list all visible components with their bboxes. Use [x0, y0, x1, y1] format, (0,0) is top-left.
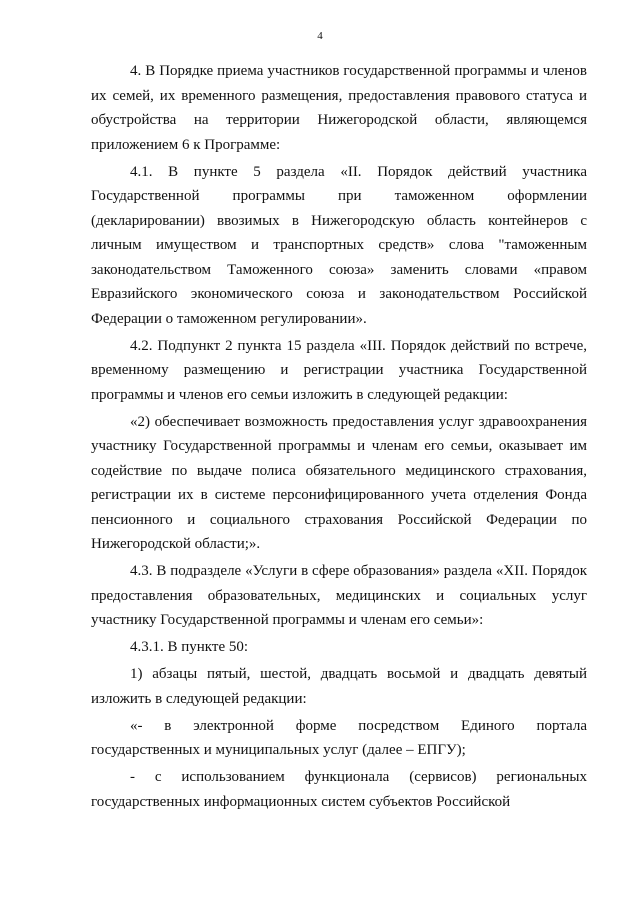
paragraph-4-1: 4.1. В пункте 5 раздела «II. Порядок действий участника Государственной программы при таможенном оформлении (декларировании) ввозимых в Нижегородскую область контейнеров с личным имуществом и транспортных средств» слова "таможенным законодательством Таможенного союза» заменить словами «правом Евразийского экономического союза и законодательством Российской Федерации о таможенном регулировании». [91, 163, 587, 327]
paragraph-4-2: 4.2. Подпункт 2 пункта 15 раздела «III. Порядок действий по встрече, временному размещению и регистрации участника Государственной программы и членов его семьи изложить в следующей редакции: [91, 337, 587, 403]
paragraph-4: 4. В Порядке приема участников государственной программы и членов их семей, их временного размещения, предоставления правового статуса и обустройства на территории Нижегородской области, являющемся приложением 6 к Программе: [91, 63, 587, 153]
document-body [91, 59, 587, 814]
page-number: 4 [317, 30, 323, 42]
paragraph-list-item-regional-systems: - с использованием функционала (сервисов) региональных государственных информационных систем субъектов Российской [91, 769, 587, 810]
paragraph-4-3-1: 4.3.1. В пункте 50: [130, 639, 249, 655]
paragraph-quoted-subitem-2: «2) обеспечивает возможность предоставления услуг здравоохранения участнику Государственной программы и членам его семьи, оказывает им содействие по выдаче полиса обязательного медицинского страхования, регистрации их в системе персонифицированного учета отделения Фонда пенсионного и социального страхования Российской Федерации по Нижегородской области;». [91, 413, 587, 552]
paragraph-4-3: 4.3. В подразделе «Услуги в сфере образования» раздела «XII. Порядок предоставления образовательных, медицинских и социальных услуг участнику Государственной программы и членам его семьи»: [91, 563, 587, 628]
paragraph-list-item-epgu: «- в электронной форме посредством Единого портала государственных и муниципальных услуг (далее – ЕПГУ); [91, 717, 587, 758]
paragraph-item-1: 1) абзацы пятый, шестой, двадцать восьмой и двадцать девятый изложить в следующей редакции: [91, 666, 587, 707]
